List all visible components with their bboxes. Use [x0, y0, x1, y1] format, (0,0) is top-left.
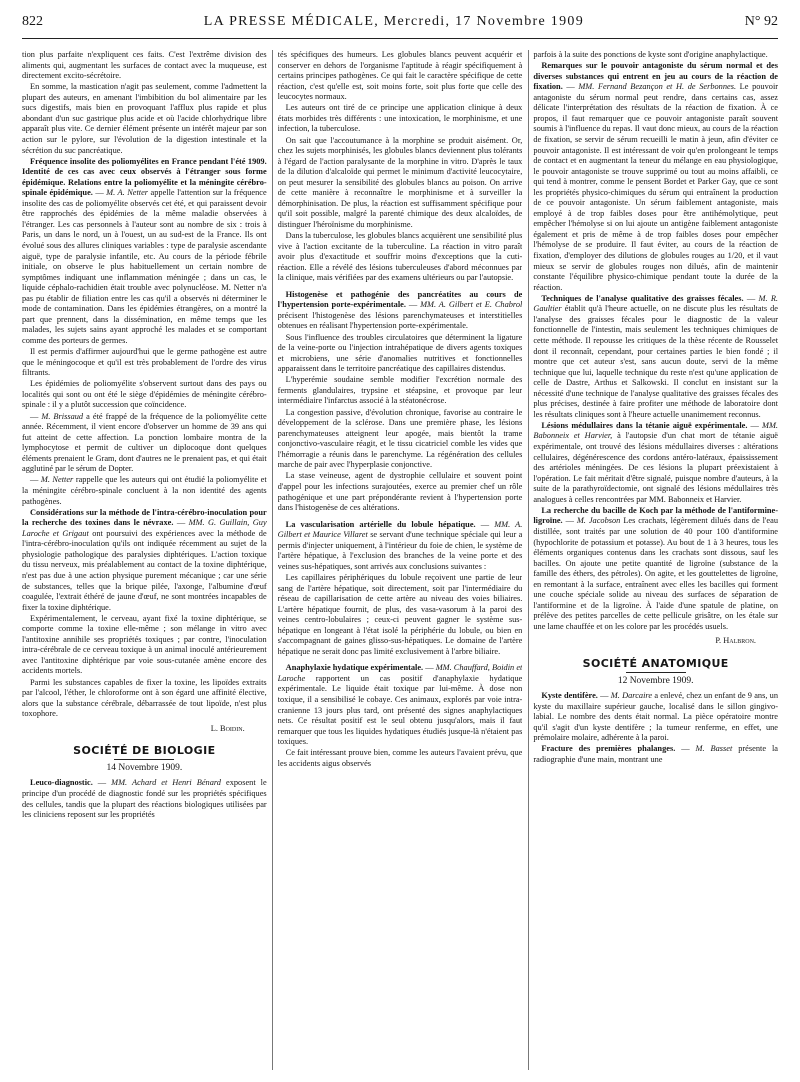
- section-rule: [626, 672, 686, 673]
- article-author: M. Netter: [40, 475, 74, 485]
- paragraph: Techniques de l'analyse qualitative des graisses fécales. — M. R. Gaultier établit qu'à l'heure actuelle, on ne discute plus les résultats de l'analyse des graisses fécales pour le diagnostic de la valeur fonctionnelle de l'intestin, mais seulement les techniques chimiques de cette méthode. Il repousse les critiques de la thèse récente de Rousselet dont il reconnaît, cependant, pour certaines parties le bien fondé ; il montre que cet auteur s'est, sans aucun doute, servi de la même technique que lui, laquelle technique du reste n'est qu'une application de celle de Dastre, Arthus et Salkowski. Il conclut en insistant sur la nécessité d'une technique de l'analyse qualitative des graisses fécales des plus précises, destinée à faire profiter une méthode de laboratoire dont les résultats cliniques sont à l'heure actuelle unanimement reconnus.: [533, 293, 779, 419]
- paragraph: Les auteurs ont tiré de ce principe une application clinique à deux états morbides très différents : une intoxication, le morphinisme, et une infection, la tuberculose.: [277, 103, 523, 134]
- article-heading: La recherche du bacille de Koch par la méthode de l'antiformine-ligroïne.: [533, 505, 779, 526]
- article-heading: Remarques sur le pouvoir antagoniste du sérum normal et des diverses substances qui entrent en jeu au cours de la réaction de fixation.: [533, 61, 779, 92]
- paragraph: Lésions médullaires dans la tétanie aiguë expérimentale. — MM. Babonneix et Harvier, à l'autopsie d'un chat mort de tétanie aiguë expérimentale, ont trouvé des lésions médullaires diverses : altérations cellulaires, dégénérescence des cordons antéro-latéraux, épaississement des artérioles méningées. De ces lésions la plupart préexistaient à l'opération. Le fait méritait d'être signalé, puisque nombre d'auteurs, à la suite de la parathyroïdectomie, ont signalé des lésions médullaires très analogues à celles rencontrées par MM. Babonneix et Harvier.: [533, 420, 779, 504]
- paragraph: La stase veineuse, agent de dystrophie cellulaire et souvent point d'appel pour les infections surajoutées, exerce au premier chef un rôle pathogénique et une part prépondérante revient à l'hypertension porte dans l'histogenèse de ces altérations.: [277, 471, 523, 513]
- paragraph: Dans la tuberculose, les globules blancs acquièrent une sensibilité plus vive à l'action excitante de la tuberculine. La réaction in vitro paraît avoir plus d'exactitude et souffrir moins d'exceptions que la cuti-réaction. Elle a révélé des lésions tuberculeuses d'abord méconnues par la clinique, mais vérifiées par des examens ultérieurs ou par l'autopsie.: [277, 231, 523, 283]
- article-heading: Anaphylaxie hydatique expérimentale.: [285, 663, 424, 673]
- section-date: 14 Novembre 1909.: [106, 762, 183, 773]
- paragraph: Expérimentalement, le cerveau, ayant fixé la toxine diphtérique, se comporte comme la toxine elle-même ; son mélange in vitro avec l'antitoxine annihile ses propriétés toxiques ; par contre, l'inoculation intra-cérébrale de ce cerveau toxique à un animal inoculé antérieurement avec l'antitoxine diphtérique par voie sous-cutanée amène encore des accidents mortels.: [22, 613, 267, 676]
- article-heading: Histogenèse et pathogénie des pancréatites au cours de l'hypertension porte-expérimentale.: [277, 289, 523, 310]
- article-heading: Leuco-diagnostic.: [30, 778, 93, 788]
- paragraph: tion plus parfaite n'expliquent ces faits. C'est l'extrême division des aliments qui, augmentant les surfaces de contact avec la muqueuse, est directement excito-sécrétoire.: [22, 50, 267, 81]
- page-header: [22, 14, 778, 38]
- paragraph: Fréquence insolite des poliomyélites en France pendant l'été 1909. Identité de ces cas avec ceux observés à l'étranger sous forme épidémique. Relations entre la poliomyélite et la méningite cérébro-spinale épidémique. — M. A. Netter appelle l'attention sur la fréquence insolite des cas de poliomyélite observés cet été, et qui paraissent devoir être rapprochés des épidémies de la même maladie observées à l'étranger. Les cas personnels à l'auteur sont au nombre de six : trois à Paris, un dans le nord, un à l'ouest, un au sud-est de la France. Ils ont évolué sous des allures cliniques variables : type de paralysie ascendante aiguë, type de paralysie infantile, etc. Au cours de la période fébrile initiale, on observe le plus habituellement un certain nombre de symptômes indiquant une inflammation méningée ; dans un cas, le liquide céphalo-rachidien était trouble avec polynucléose. M. Netter n'a pas pu établir de filiation entre les cas qu'il a observés ni déterminer le mode de contamination. Dans les épidémies étrangères, on a montré la part que prennent, dans la dissémination, en même temps que les malades, les sujets sains ayant approché les malades et se comportant comme des porteurs de germes.: [22, 156, 267, 345]
- paragraph: La congestion passive, d'évolution chronique, favorise au contraire le développement de la sclérose. Dans une première phase, les lésions parenchymateuses atteignent leur apogée, mais bientôt la trame conjonctivo-vasculaire réagit, et le tissu cicatriciel comble les vides que l'hémorragie a réunis dans le parenchyme. La régénération des cellules marche de pair avec l'hyperplasie conjonctive.: [277, 407, 523, 470]
- column-1: [22, 50, 267, 1072]
- section-title: SOCIÉTÉ ANATOMIQUE: [582, 657, 729, 670]
- article-author: M. Jacobson: [576, 516, 621, 526]
- paragraph: tés spécifiques des humeurs. Les globules blancs peuvent acquérir et conserver en dehors de l'organisme l'aptitude à réagir spécifiquement à certains principes pathogènes. Ce qui fait le caractère spécifique de cette réaction, c'est qu'elle est, soit moins forte, soit plus forte que celle des leucocytes normaux.: [277, 50, 523, 102]
- article-heading: Techniques de l'analyse qualitative des graisses fécales.: [541, 293, 744, 303]
- paragraph: parfois à la suite des ponctions de kyste sont d'origine anaphylactique.: [533, 50, 768, 59]
- section-rule: [114, 759, 174, 760]
- article-author: M. Darcaire: [610, 691, 653, 701]
- article-heading: Fréquence insolite des poliomyélites en France pendant l'été 1909. Identité de ces cas avec ceux observés à l'étranger sous forme épidémique. Relations entre la poliomyélite et la méningite cérébro-spinale épidémique.: [22, 156, 267, 198]
- paragraph: — M. Netter rappelle que les auteurs qui ont étudié la poliomyélite et la méningite cérébro-spinale concluent à la non identité des agents pathogènes.: [22, 475, 267, 506]
- column-2: [278, 50, 523, 1072]
- article-columns: [22, 50, 778, 1072]
- article-author: M. A. Netter: [106, 188, 149, 198]
- paragraph: Anaphylaxie hydatique expérimentale. — MM. Chauffard, Boidin et Laroche rapportent un cas positif d'anaphylaxie hydatique expérimentale. Le liquide était toxique par lui-même. À dose non toxique, il a sensibilisé le cobaye. Ces animaux, explorés par voie intra-cranienne 13 jours plus tard, ont présenté des signes anaphylactiques nets. Ce résultat positif est le seul obtenu jusqu'alors, mais il faut remarquer que tous les liquides hydatiques étudiés jusque-là n'étaient pas toxiques.: [277, 663, 523, 747]
- article-author: MM. Fernand Bezançon et H. de Serbonnes.: [578, 82, 737, 92]
- article-author: MM. Chauffard, Boidin et Laroche: [277, 663, 523, 683]
- paragraph: Remarques sur le pouvoir antagoniste du sérum normal et des diverses substances qui entrent en jeu au cours de la réaction de fixation. — MM. Fernand Bezançon et H. de Serbonnes. Le pouvoir antagoniste du sérum normal peut rendre, dans certains cas, assez délicate l'interprétation des résultats de la réaction de fixation. À ce propos, il faut remarquer que ce pouvoir antagoniste paraît souvent soumis à l'influence du repas. Il vaut donc mieux, au cours de la réaction de fixation, se servir de sérum recueilli le matin à jeun, afin d'éviter ce pouvoir antagoniste. Il est intéressant de voir qu'en prolongeant le temps de contact et en augmentant la teneur du mélange en eau physiologique, le pouvoir antagoniste se trouve supprimé ou tout au moins affaibli, ce qui tend à montrer, comme le pensent Bordet et Parker Gay, que ce sont les propriétés physico-chimiques du sérum qui entraînent la production de ce pouvoir antagoniste. Un sérum faiblement antagoniste, mais employé à de trop faibles doses pour être antihémolytique, peut empêcher l'hémolyse si on lui ajoute un antigène faiblement antagoniste également et pris de même à de trop faibles doses pour empêcher l'hémolyse de se produire. Il faut éviter, au cours de la réaction de fixation, d'employer des dilutions de globules rouges au 1/20, et il vaut mieux se servir de globules rouges non dilués, afin de maintenir constante l'équilibre physico-chimique pendant toute la durée de la réaction.: [533, 61, 779, 292]
- paragraph: Les capillaires périphériques du lobule reçoivent une partie de leur sang de l'artère hépatique, soit directement, soit par l'intermédiaire du réseau de capillarisation de cette artère au niveau des voies biliaires. L'artère hépatique fournit, de plus, des vasa-vasorum à la paroi des veines centro-lobulaires ; ceux-ci peuvent gagner le système sus-hépatique en longeant à l'état isolé la périphérie du lobule, ou bien en s'accompagnant de gaines glisso-sus-hépatiques. Le domaine de l'artère hépatique ne serait donc pas limité exclusivement à l'arbre biliaire.: [277, 573, 523, 656]
- paragraph: Considérations sur la méthode de l'intra-cérébro-inoculation pour la recherche des toxines dans le névraxe. — MM. G. Guillain, Guy Laroche et Grigaut ont poursuivi des expériences avec la méthode de l'intra-cérébro-inoculation qu'ils ont indiquée récemment au sujet de la physiologie pathologique des paralysies diphtériques. L'action toxique du tissu nerveux, mis préalablement au contact de la toxine diphtérique, n'est pas due à une action physique purement mécanique ; car une série de substances, telles que la brique pilée, l'axonge, l'albumine d'œuf coagulée, l'extrait éthéré de jaune d'œuf, ne sont montrées incapables de fixer la toxine diphtérique.: [22, 507, 267, 612]
- article-author: MM. Babonneix et Harvier,: [533, 420, 779, 441]
- paragraph: Parmi les substances capables de fixer la toxine, les lipoïdes extraits par l'alcool, l'éther, le chloroforme ont à son égard une affinité élective, alors que la substance cérébrale, débarrassée de tout lipoïde, n'est plus toxophore.: [22, 677, 267, 719]
- signature: P. Halbron.: [715, 636, 757, 646]
- article-author: MM. A. Gilbert et E. Chabrol: [420, 300, 523, 310]
- paragraph: La vascularisation artérielle du lobule hépatique. — MM. A. Gilbert et Maurice Villaret se servant d'une technique spéciale qui leur a permis d'injecter uniquement, à l'intérieur du foie de chien, le système de l'artère hépatique, à l'exclusion des branches de la veine porte et des veines sus-hépatiques, sont arrivés aux conclusions suivantes :: [277, 519, 523, 571]
- paragraph: Il est permis d'affirmer aujourd'hui que le germe pathogène est autre que le méningocoque et qu'il est très probablement de l'ordre des virus filtrants.: [22, 347, 267, 378]
- issue-number: N° 92: [744, 14, 778, 29]
- journal-title: LA PRESSE MÉDICALE, Mercredi, 17 Novembre 1909: [203, 14, 584, 29]
- paragraph: Fracture des premières phalanges. — M. Basset présente la radiographie d'une main, montrant une: [533, 744, 778, 764]
- paragraph: Ce fait intéressant prouve bien, comme les auteurs l'avaient prévu, que les accidents aigus observés: [277, 748, 523, 768]
- page-number: 822: [22, 14, 43, 29]
- section-date: 12 Novembre 1909.: [617, 675, 694, 686]
- article-author: MM. Achard et Henri Bénard: [111, 778, 221, 788]
- article-author: MM. A. Gilbert et Maurice Villaret: [277, 519, 523, 540]
- paragraph: Sous l'influence des troubles circulatoires que déterminent la ligature de la veine-porte ou l'injection intrahépatique de divers agents toxiques et microbiens, une série d'anomalies nutritives et fonctionnelles apparaissent dans le territoire pancréatique des capillaires distendus.: [277, 332, 523, 374]
- paragraph: Leuco-diagnostic. — MM. Achard et Henri Bénard exposent le principe d'un procédé de diagnostic fondé sur les propriétés spécifiques des cellules, tandis que la plupart des réactions biologiques utilisées par les cliniciens reposent sur les propriétés: [22, 778, 267, 820]
- article-author: M. R. Gaultier: [533, 293, 778, 314]
- article-author: M. Basset: [695, 744, 733, 754]
- article-heading: Kyste dentifère.: [541, 691, 598, 701]
- paragraph: On sait que l'accoutumance à la morphine se produit aisément. Or, chez les sujets morphinisés, les globules blancs deviennent plus tolérants à l'égard de l'action paralysante de la morphine in vitro. D'après le taux de la dilution d'alcaloïde qui permet le minimum d'activité leucocytaire, on peut mesurer la sensibilité des globules blancs au poison. On arrive de cette manière à reconnaître le morphinisme et à surveiller la démorphinisation. De plus, la réaction est suffisamment spécifique pour qu'il soit possible, malgré la parenté chimique des deux alcaloïdes, de distinguer l'héroïnisme du morphinisme.: [277, 135, 523, 229]
- column-3: [533, 50, 778, 1072]
- paragraph: Kyste dentifère. — M. Darcaire a enlevé, chez un enfant de 9 ans, un kyste du maxillaire supérieur gauche, localisé dans le sillon gingivo-labial. Le nombre des dents était normal. La pièce opératoire montre qu'il s'agit d'un kyste dentifère ; la tumeur renferme, en effet, une prémolaire molaire, adhérente à la paroi.: [533, 691, 779, 743]
- paragraph: Les épidémies de poliomyélite s'observent surtout dans des pays ou localités qui sont ou ont été le siège d'épidémies de méningite cérébro-spinale : il y a plutôt succession que coïncidence.: [22, 379, 267, 410]
- article-heading: Lésions médullaires dans la tétanie aiguë expérimentale.: [541, 420, 748, 430]
- paragraph: La recherche du bacille de Koch par la méthode de l'antiformine-ligroïne. — M. Jacobson Les crachats, légèrement dilués dans de l'eau distillée, sont traités par une solution de 40 pour 100 d'antiformine (hypochlorite de potassium et potasse). Au bout de 1 à 3 heures, tous les éléments organiques contenus dans les crachats sont dissous, sauf les bacilles. On ajoute une petite quantité de ligroïne (substance de la famille des éthers, des pétroles). On agite, et les gouttelettes de ligroïne, en remontant à la surface, entraînent avec elles les bacilles qui forment une couche spéciale solide au niveau des surfaces de séparation de l'antiformine et de la ligroïne. À l'aide d'une spatule de platine, on prélève des petites parcelles de cette pellicule grisâtre, on les étale sur une lame chauffée et on les colore par les procédés usuels.: [533, 505, 779, 631]
- article-heading: Fracture des premières phalanges.: [541, 744, 676, 754]
- article-author: M. Brissaud: [41, 411, 84, 421]
- paragraph: En somme, la mastication n'agit pas seulement, comme l'admettent la plupart des auteurs, en amenant l'imbibition du bol alimentaire par les sucs digestifs, mais bien en provoquant l'afflux plus rapide et plus abondant d'un suc gastrique plus acide et où l'acide chlorhydrique libre apparaît plus vite. Ce dernier élément présente un intérêt majeur par son action sur le pylore, sur l'évolution de la digestion intestinale et la sécrétion du suc pancréatique.: [22, 82, 267, 155]
- article-heading: La vascularisation artérielle du lobule hépatique.: [285, 519, 476, 529]
- paragraph: L'hyperémie soudaine semble modifier l'excrétion normale des ferments glandulaires, trypsine et stéapsine, et provoque par leur intermédiaire l'infarctus associé à la stéatonécrose.: [277, 375, 523, 406]
- header-rule: [22, 38, 778, 39]
- article-heading: Considérations sur la méthode de l'intra-cérébro-inoculation pour la recherche des toxines dans le névraxe.: [22, 507, 267, 528]
- paragraph: Histogenèse et pathogénie des pancréatites au cours de l'hypertension porte-expérimentale. — MM. A. Gilbert et E. Chabrol précisent l'histogenèse des lésions parenchymateuses et interstitielles obtenues en réalisant l'hypertension porte-expérimentale.: [277, 289, 523, 331]
- paragraph: — M. Brissaud a été frappé de la fréquence de la poliomyélite cette année. Récemment, il vient encore d'observer un homme de 39 ans qui fut atteint de cette affection. La ponction lombaire montra de la lymphocytose et permit de cultiver un diplocoque dont quelques éléments prenaient le Gram, dont d'autres ne le prenaient pas, et qui était agglutiné par le sérum de Dopter.: [22, 411, 267, 474]
- section-title: SOCIÉTÉ DE BIOLOGIE: [73, 744, 216, 758]
- article-author: MM. G. Guillain, Guy Laroche et Grigaut: [22, 518, 267, 538]
- signature: L. Boidin.: [210, 723, 245, 733]
